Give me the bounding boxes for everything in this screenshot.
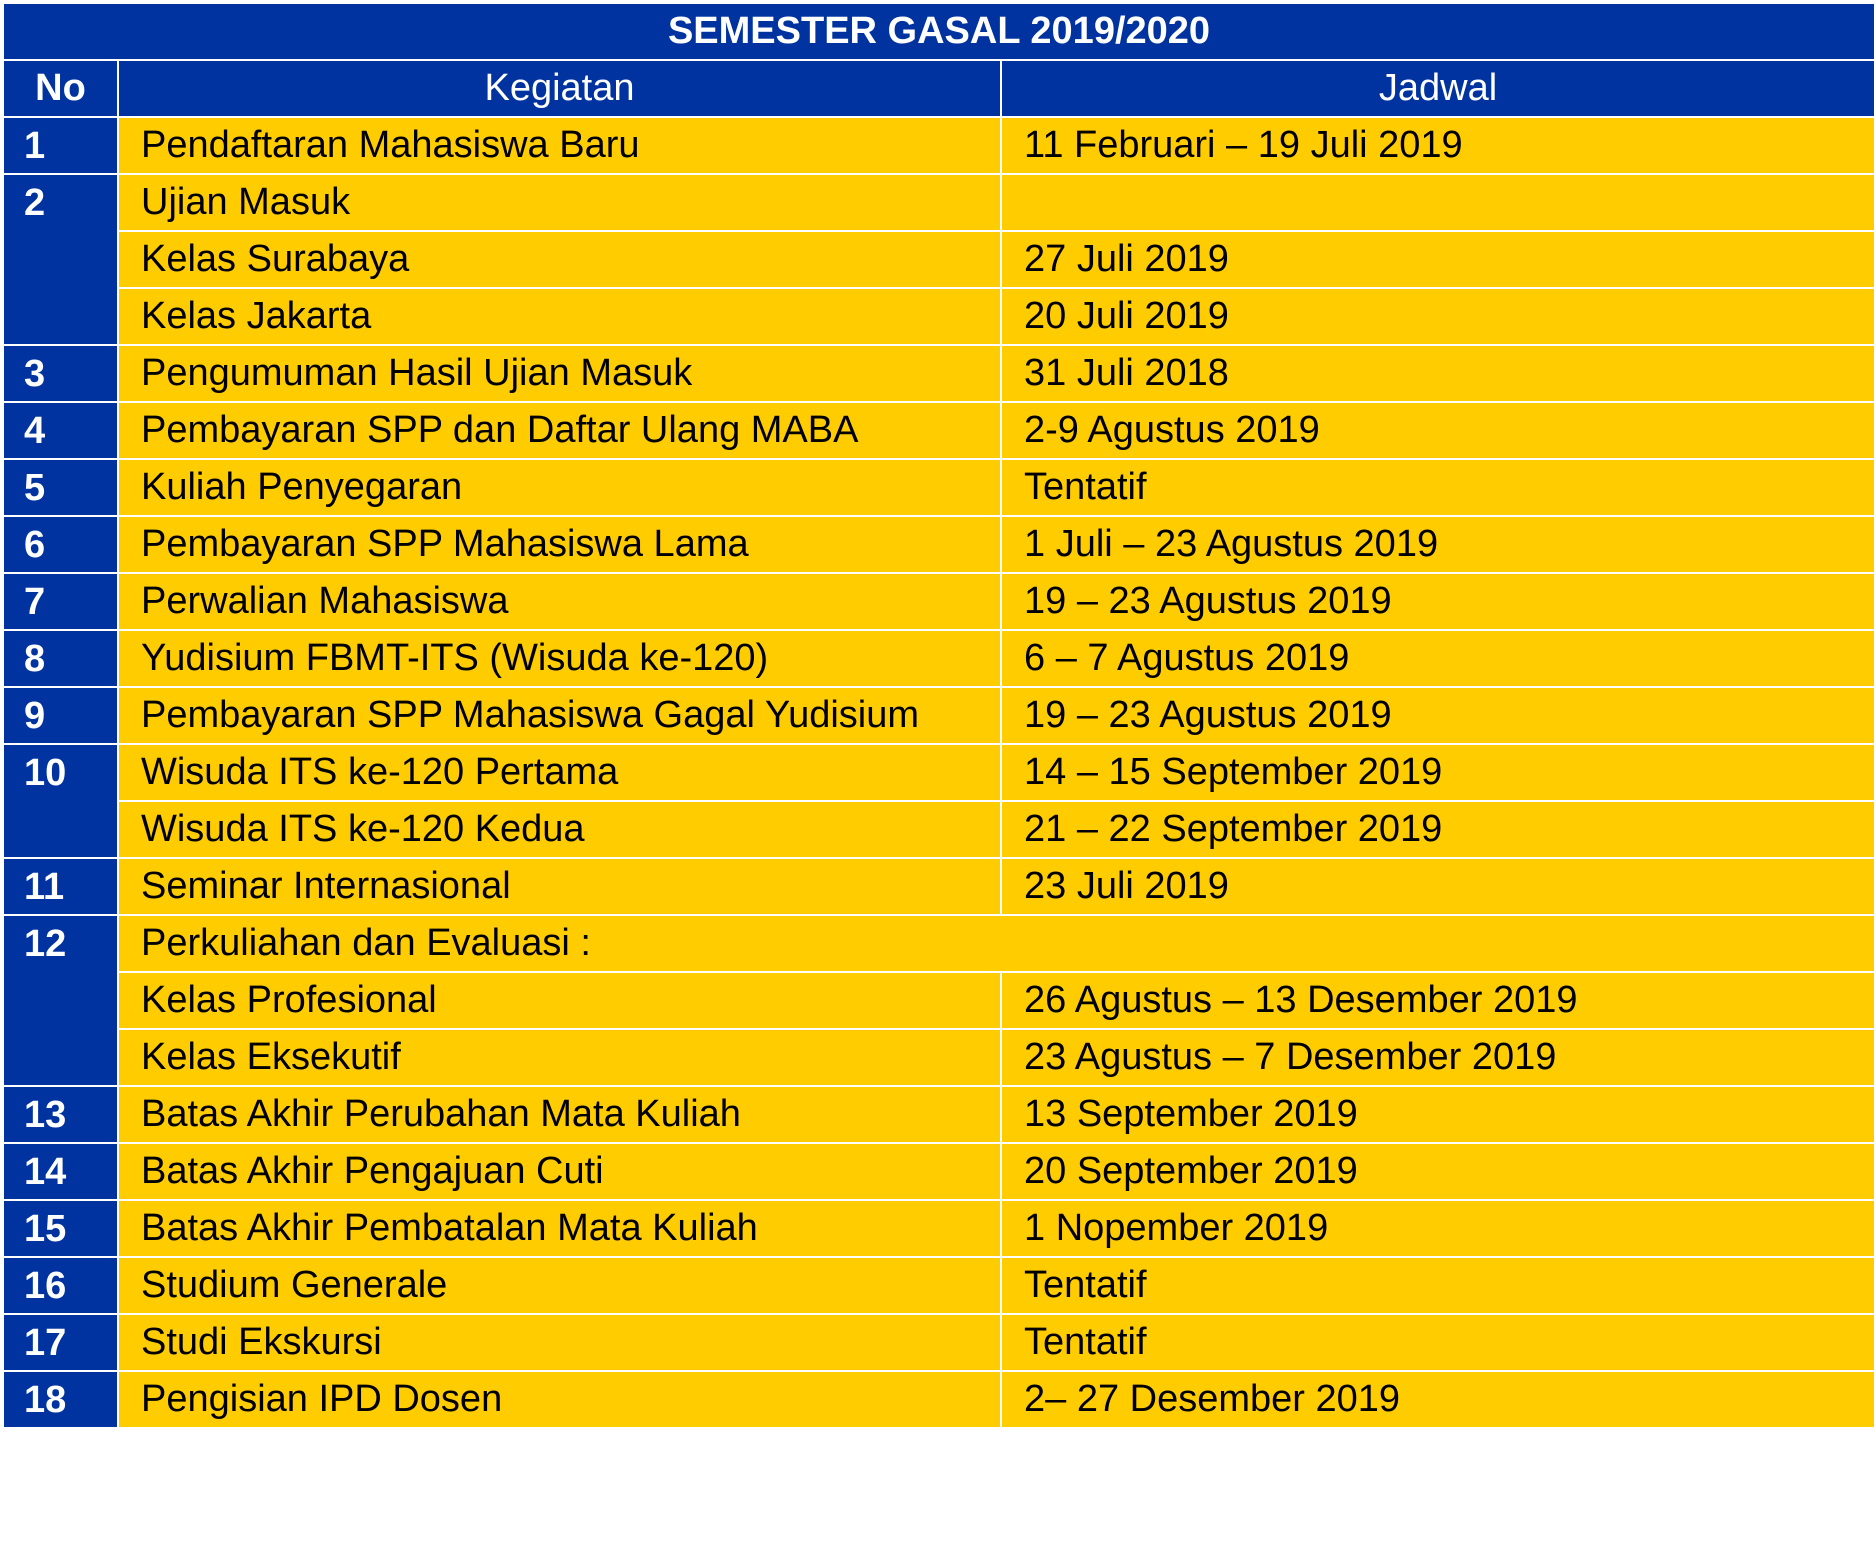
column-header-kegiatan: Kegiatan [118, 60, 1001, 117]
kegiatan-cell: Wisuda ITS ke-120 Kedua [118, 801, 1001, 858]
row-number: 5 [3, 459, 118, 516]
jadwal-cell: 14 – 15 September 2019 [1001, 744, 1875, 801]
row-number: 6 [3, 516, 118, 573]
jadwal-cell: Tentatif [1001, 459, 1875, 516]
table-row [3, 459, 1875, 516]
jadwal-cell: 13 September 2019 [1001, 1086, 1875, 1143]
table-row [3, 345, 1875, 402]
table-row [3, 402, 1875, 459]
kegiatan-cell: Batas Akhir Pengajuan Cuti [118, 1143, 1001, 1200]
jadwal-cell: 20 September 2019 [1001, 1143, 1875, 1200]
jadwal-cell: 23 Agustus – 7 Desember 2019 [1001, 1029, 1875, 1086]
table-row [3, 1314, 1875, 1371]
kegiatan-cell: Wisuda ITS ke-120 Pertama [118, 744, 1001, 801]
jadwal-cell: 21 – 22 September 2019 [1001, 801, 1875, 858]
jadwal-cell: Tentatif [1001, 1257, 1875, 1314]
jadwal-cell: 6 – 7 Agustus 2019 [1001, 630, 1875, 687]
table-row [3, 1143, 1875, 1200]
kegiatan-cell: Perwalian Mahasiswa [118, 573, 1001, 630]
row-number: 11 [3, 858, 118, 915]
column-header-no: No [3, 60, 118, 117]
table-row [3, 744, 1875, 801]
row-number: 12 [3, 915, 118, 1086]
table-row [3, 231, 1875, 288]
table-row [3, 687, 1875, 744]
row-number: 16 [3, 1257, 118, 1314]
kegiatan-cell: Batas Akhir Pembatalan Mata Kuliah [118, 1200, 1001, 1257]
table-row [3, 630, 1875, 687]
kegiatan-cell: Pengumuman Hasil Ujian Masuk [118, 345, 1001, 402]
jadwal-cell: 2-9 Agustus 2019 [1001, 402, 1875, 459]
table-row [3, 117, 1875, 174]
table-row [3, 288, 1875, 345]
table-row [3, 972, 1875, 1029]
table-row [3, 1257, 1875, 1314]
kegiatan-cell: Pendaftaran Mahasiswa Baru [118, 117, 1001, 174]
kegiatan-cell: Pembayaran SPP Mahasiswa Lama [118, 516, 1001, 573]
table-row [3, 915, 1875, 972]
kegiatan-cell: Kelas Eksekutif [118, 1029, 1001, 1086]
kegiatan-cell: Batas Akhir Perubahan Mata Kuliah [118, 1086, 1001, 1143]
kegiatan-cell: Pembayaran SPP Mahasiswa Gagal Yudisium [118, 687, 1001, 744]
kegiatan-cell: Kelas Profesional [118, 972, 1001, 1029]
schedule-table [2, 2, 1876, 1429]
row-number: 13 [3, 1086, 118, 1143]
jadwal-cell: 20 Juli 2019 [1001, 288, 1875, 345]
jadwal-cell: 2– 27 Desember 2019 [1001, 1371, 1875, 1428]
table-title: SEMESTER GASAL 2019/2020 [3, 3, 1875, 60]
kegiatan-cell: Pengisian IPD Dosen [118, 1371, 1001, 1428]
jadwal-cell: 11 Februari – 19 Juli 2019 [1001, 117, 1875, 174]
jadwal-cell: Tentatif [1001, 1314, 1875, 1371]
row-number: 2 [3, 174, 118, 345]
table-row [3, 1200, 1875, 1257]
row-number: 8 [3, 630, 118, 687]
table-row [3, 1371, 1875, 1428]
row-number: 4 [3, 402, 118, 459]
table-row [3, 1029, 1875, 1086]
table-row [3, 858, 1875, 915]
row-number: 18 [3, 1371, 118, 1428]
table-row [3, 573, 1875, 630]
kegiatan-cell: Kelas Jakarta [118, 288, 1001, 345]
kegiatan-cell: Yudisium FBMT-ITS (Wisuda ke-120) [118, 630, 1001, 687]
schedule-body [3, 117, 1875, 1428]
column-header-jadwal: Jadwal [1001, 60, 1875, 117]
row-number: 14 [3, 1143, 118, 1200]
kegiatan-cell: Pembayaran SPP dan Daftar Ulang MABA [118, 402, 1001, 459]
table-row [3, 801, 1875, 858]
table-row [3, 1086, 1875, 1143]
kegiatan-cell: Ujian Masuk [118, 174, 1001, 231]
row-number: 10 [3, 744, 118, 858]
jadwal-cell [1001, 174, 1875, 231]
kegiatan-cell: Seminar Internasional [118, 858, 1001, 915]
jadwal-cell: 26 Agustus – 13 Desember 2019 [1001, 972, 1875, 1029]
kegiatan-cell: Perkuliahan dan Evaluasi : [118, 915, 1875, 972]
kegiatan-cell: Kelas Surabaya [118, 231, 1001, 288]
jadwal-cell: 19 – 23 Agustus 2019 [1001, 687, 1875, 744]
row-number: 1 [3, 117, 118, 174]
row-number: 3 [3, 345, 118, 402]
jadwal-cell: 27 Juli 2019 [1001, 231, 1875, 288]
table-row [3, 174, 1875, 231]
jadwal-cell: 1 Juli – 23 Agustus 2019 [1001, 516, 1875, 573]
table-row [3, 516, 1875, 573]
row-number: 17 [3, 1314, 118, 1371]
kegiatan-cell: Studi Ekskursi [118, 1314, 1001, 1371]
jadwal-cell: 1 Nopember 2019 [1001, 1200, 1875, 1257]
jadwal-cell: 31 Juli 2018 [1001, 345, 1875, 402]
jadwal-cell: 19 – 23 Agustus 2019 [1001, 573, 1875, 630]
kegiatan-cell: Kuliah Penyegaran [118, 459, 1001, 516]
jadwal-cell: 23 Juli 2019 [1001, 858, 1875, 915]
row-number: 7 [3, 573, 118, 630]
kegiatan-cell: Studium Generale [118, 1257, 1001, 1314]
row-number: 15 [3, 1200, 118, 1257]
row-number: 9 [3, 687, 118, 744]
